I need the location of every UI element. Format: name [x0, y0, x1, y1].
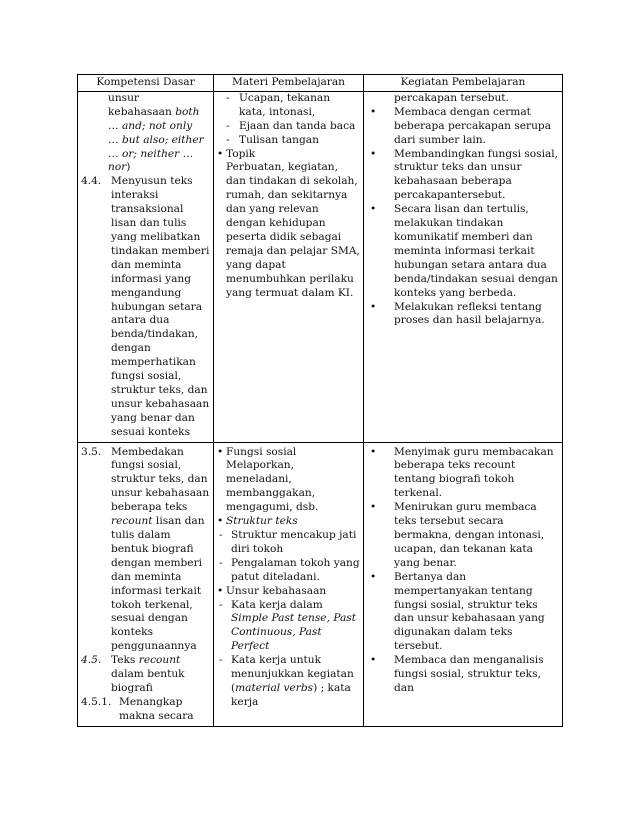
mp-dash-item: - Kata kerja untuk menunjukkan kegiatan (material verbs) ; kata kerja	[219, 654, 354, 708]
kd-number: 4.5.	[81, 654, 102, 667]
kd-cell	[78, 91, 214, 442]
bullet-icon: •	[370, 654, 377, 667]
bullet-icon: •	[370, 300, 377, 313]
header-kegiatan-pembelajaran: Kegiatan Pembelajaran	[364, 75, 563, 92]
mp-unsur-label: Unsur kebahasaan	[226, 584, 327, 597]
mp-topik	[217, 148, 360, 162]
kp-bullet-item: • Bertanya dan mempertanyakan tentang fungsi sosial, struktur teks dan unsur kebahasaan yang digunakan dalam teks tersebut.	[370, 570, 545, 653]
kd-continuation	[81, 92, 210, 175]
kd-cont-line: kebahasaan both	[108, 105, 200, 118]
kd-cell	[78, 442, 214, 726]
kp-bullet-item: • Melakukan refleksi tentang proses dan hasil belajarnya.	[370, 300, 545, 327]
kp-bullet-item: • Membaca dengan cermat beberapa percakapan serupa dari sumber lain.	[370, 105, 552, 146]
kd-cont-line: … or; neither …	[108, 147, 194, 160]
kd-cont-line: nor)	[108, 161, 131, 174]
mp-dash-item: - Kata kerja dalam Simple Past tense, Past Continuous, Past Perfect	[219, 598, 356, 653]
kd-cont-line: … but also; either	[108, 133, 204, 146]
mp-dash-item: - Pengalaman tokoh yang patut diteladani.	[219, 556, 360, 583]
kd-4-5-1	[81, 696, 210, 724]
mp-cell	[214, 442, 364, 726]
curriculum-table	[77, 74, 563, 727]
kp-bullet-item: • Menyimak guru membacakan beberapa teks recount tentang biografi tokoh terkenal.	[370, 445, 554, 500]
kd-4-5: 4.5. Teks recount dalam bentuk biografi	[81, 654, 185, 694]
bullet-icon: •	[370, 501, 377, 514]
bullet-icon: •	[370, 570, 377, 583]
bullet-icon: •	[370, 203, 377, 216]
kp-continuation: percakapan tersebut.	[394, 91, 509, 104]
kp-cell	[364, 442, 563, 726]
bullet-icon: •	[217, 584, 224, 597]
header-kompetensi-dasar: Kompetensi Dasar	[78, 75, 214, 92]
kd-cont-line: unsur	[108, 91, 139, 104]
kp-bullet-item: • Menirukan guru membaca teks tersebut secara bermakna, dengan intonasi, ucapan, dan tekanan kata yang benar.	[370, 501, 545, 569]
kd-text: Menangkap makna secara	[119, 695, 194, 722]
kp-bullet-item: • Secara lisan dan tertulis, melakukan tindakan komunikatif memberi dan meminta informasi terkait hubungan setara antara dua benda/tindakan sesuai dengan konteks yang berbeda.	[370, 203, 558, 299]
mp-fungsi-label: Fungsi sosial	[226, 445, 297, 458]
bullet-icon: •	[370, 445, 377, 458]
kd-cont-line: … and; not only	[108, 119, 193, 132]
mp-topik-label: Topik	[226, 147, 256, 160]
bullet-icon: •	[217, 515, 224, 528]
bullet-icon: •	[370, 105, 377, 118]
table-row	[78, 442, 563, 726]
bullet-icon: •	[217, 147, 224, 160]
mp-dash-item: - Ucapan, tekanan kata, intonasi,	[226, 91, 331, 118]
kd-text: Menyusun teks interaksi transaksional lisan dan tulis yang melibatkan tindakan memberi dan meminta informasi yang mengandung hubungan setara antara dua benda/tindakan, dengan memperhatikan fungsi sosial, struktur teks, dan unsur kebahasaan yang benar dan sesuai konteks	[111, 175, 210, 438]
mp-unsur-kebahasaan	[217, 585, 360, 599]
mp-dash-item: - Ejaan dan tanda baca	[226, 119, 356, 132]
bullet-icon: •	[370, 147, 377, 160]
table-row	[78, 91, 563, 442]
kp-bullet-item: • Membandingkan fungsi sosial, struktur teks dan unsur kebahasaan beberapa percakapantersebut.	[370, 147, 559, 202]
mp-struktur-teks	[217, 515, 360, 529]
header-materi-pembelajaran: Materi Pembelajaran	[214, 75, 364, 92]
bullet-icon: •	[217, 445, 224, 458]
kd-number: 4.4.	[81, 175, 102, 188]
kd-number: 4.5.1.	[81, 695, 112, 708]
mp-fungsi-text: Melaporkan, meneladani, membanggakan, mengagumi, dsb.	[226, 459, 319, 514]
mp-dash-item: - Struktur mencakup jati diri tokoh	[219, 529, 357, 555]
mp-dash-item: - Tulisan tangan	[226, 133, 319, 146]
kd-4-4	[81, 175, 210, 439]
kd-3-5: 3.5. Membedakan fungsi sosial, struktur teks, dan unsur kebahasaan beberapa teks recount lisan dan tulis dalam bentuk biografi dengan memberi dan meminta informasi terkait tokoh terkenal, sesuai dengan konteks penggunaannya	[81, 445, 210, 653]
mp-topik-text: Perbuatan, kegiatan, dan tindakan di sekolah, rumah, dan sekitarnya dan yang relevan dengan kehidupan peserta didik sebagai remaja dan pelajar SMA, yang dapat menumbuhkan perilaku yang termuat dalam KI.	[226, 161, 360, 299]
header-row	[78, 75, 563, 92]
kp-cell	[364, 91, 563, 442]
mp-struktur-label: Struktur teks	[226, 515, 298, 528]
mp-cell	[214, 91, 364, 442]
kp-bullet-item: • Membaca dan menganalisis fungsi sosial, struktur teks, dan	[370, 654, 544, 694]
mp-fungsi-sosial	[217, 446, 360, 516]
kd-number: 3.5.	[81, 445, 102, 458]
